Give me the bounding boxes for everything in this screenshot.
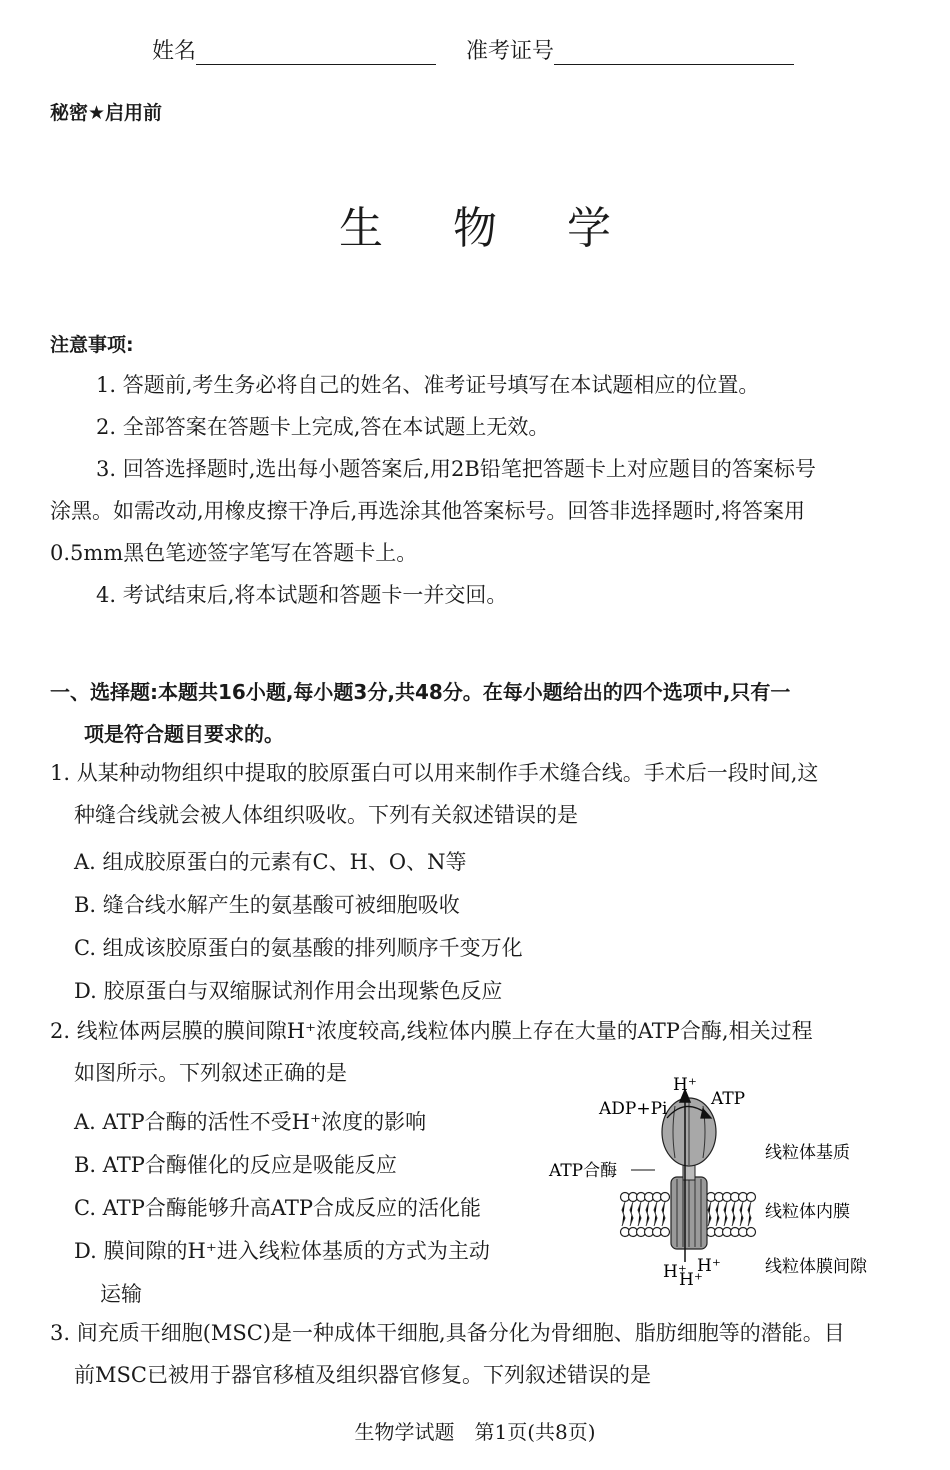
q2-stem: 2. 线粒体两层膜的膜间隙H⁺浓度较高,线粒体内膜上存在大量的ATP合酶,相关过程	[50, 1019, 813, 1043]
q2-option-a: A. ATP合酶的活性不受H⁺浓度的影响	[74, 1110, 427, 1134]
q1-option-b: B. 缝合线水解产生的氨基酸可被细胞吸收	[74, 893, 460, 917]
q2-option-b: B. ATP合酶催化的反应是吸能反应	[74, 1153, 397, 1177]
q3-stem: 3. 间充质干细胞(MSC)是一种成体干细胞,具备分化为骨细胞、脂肪细胞等的潜能。目	[50, 1321, 845, 1345]
atp-label: ATP	[711, 1089, 746, 1109]
name-field-row	[152, 34, 436, 65]
section-heading: 一、选择题:本题共16小题,每小题3分,共48分。在每小题给出的四个选项中,只有一	[50, 680, 791, 704]
h-bottom-label-3: H⁺	[697, 1256, 721, 1276]
synthase-label: ATP合酶	[549, 1161, 618, 1181]
page-footer: 生物学试题 第1页(共8页)	[354, 1420, 596, 1444]
notice-item-3-cont: 涂黑。如需改动,用橡皮擦干净后,再选涂其他答案标号。回答非选择题时,将答案用	[50, 499, 806, 523]
exam-id-field-line	[554, 40, 794, 65]
q2-stem-cont: 如图所示。下列叙述正确的是	[74, 1061, 347, 1085]
q1-stem-cont: 种缝合线就会被人体组织吸收。下列有关叙述错误的是	[74, 803, 578, 827]
exam-id-label: 准考证号	[466, 39, 555, 64]
q2-option-d: D. 膜间隙的H⁺进入线粒体基质的方式为主动	[74, 1239, 490, 1263]
h-bottom-label-2: H⁺	[679, 1270, 703, 1290]
notice-item-3-cont2: 0.5mm黑色笔迹签字笔写在答题卡上。	[50, 541, 418, 565]
matrix-label: 线粒体基质	[765, 1143, 850, 1163]
notice-item-3: 3. 回答选择题时,选出每小题答案后,用2B铅笔把答题卡上对应题目的答案标号	[96, 457, 816, 481]
adp-label: ADP+Pi	[599, 1099, 668, 1119]
notice-item-2: 2. 全部答案在答题卡上完成,答在本试题上无效。	[96, 415, 550, 439]
secret-mark: 秘密★启用前	[50, 102, 163, 124]
inner-membrane-label: 线粒体内膜	[765, 1202, 850, 1222]
q1-option-a: A. 组成胶原蛋白的元素有C、H、O、N等	[74, 850, 467, 874]
notice-heading: 注意事项:	[50, 334, 134, 356]
exam-id-field-row	[466, 34, 794, 65]
h-top-label: H⁺	[673, 1075, 697, 1095]
h-bottom-label-1: H⁺	[663, 1262, 687, 1282]
q1-option-c: C. 组成该胶原蛋白的氨基酸的排列顺序千变万化	[74, 936, 523, 960]
q1-option-d: D. 胶原蛋白与双缩脲试剂作用会出现紫色反应	[74, 979, 503, 1003]
notice-item-1: 1. 答题前,考生务必将自己的姓名、准考证号填写在本试题相应的位置。	[96, 373, 760, 397]
q1-stem: 1. 从某种动物组织中提取的胶原蛋白可以用来制作手术缝合线。手术后一段时间,这	[50, 761, 819, 785]
atp-synthase-diagram	[545, 1072, 905, 1294]
atp-synthase-shape	[662, 1098, 716, 1249]
q2-option-c: C. ATP合酶能够升高ATP合成反应的活化能	[74, 1196, 481, 1220]
q2-option-d-cont: 运输	[100, 1282, 142, 1306]
section-heading-cont: 项是符合题目要求的。	[84, 722, 284, 746]
q3-stem-cont: 前MSC已被用于器官移植及组织器官修复。下列叙述错误的是	[74, 1363, 651, 1387]
name-field-line	[196, 40, 436, 65]
notice-item-4: 4. 考试结束后,将本试题和答题卡一并交回。	[96, 583, 508, 607]
intermembrane-label: 线粒体膜间隙	[765, 1257, 867, 1277]
name-label: 姓名	[152, 39, 197, 64]
page-title: 生物学	[339, 203, 681, 254]
